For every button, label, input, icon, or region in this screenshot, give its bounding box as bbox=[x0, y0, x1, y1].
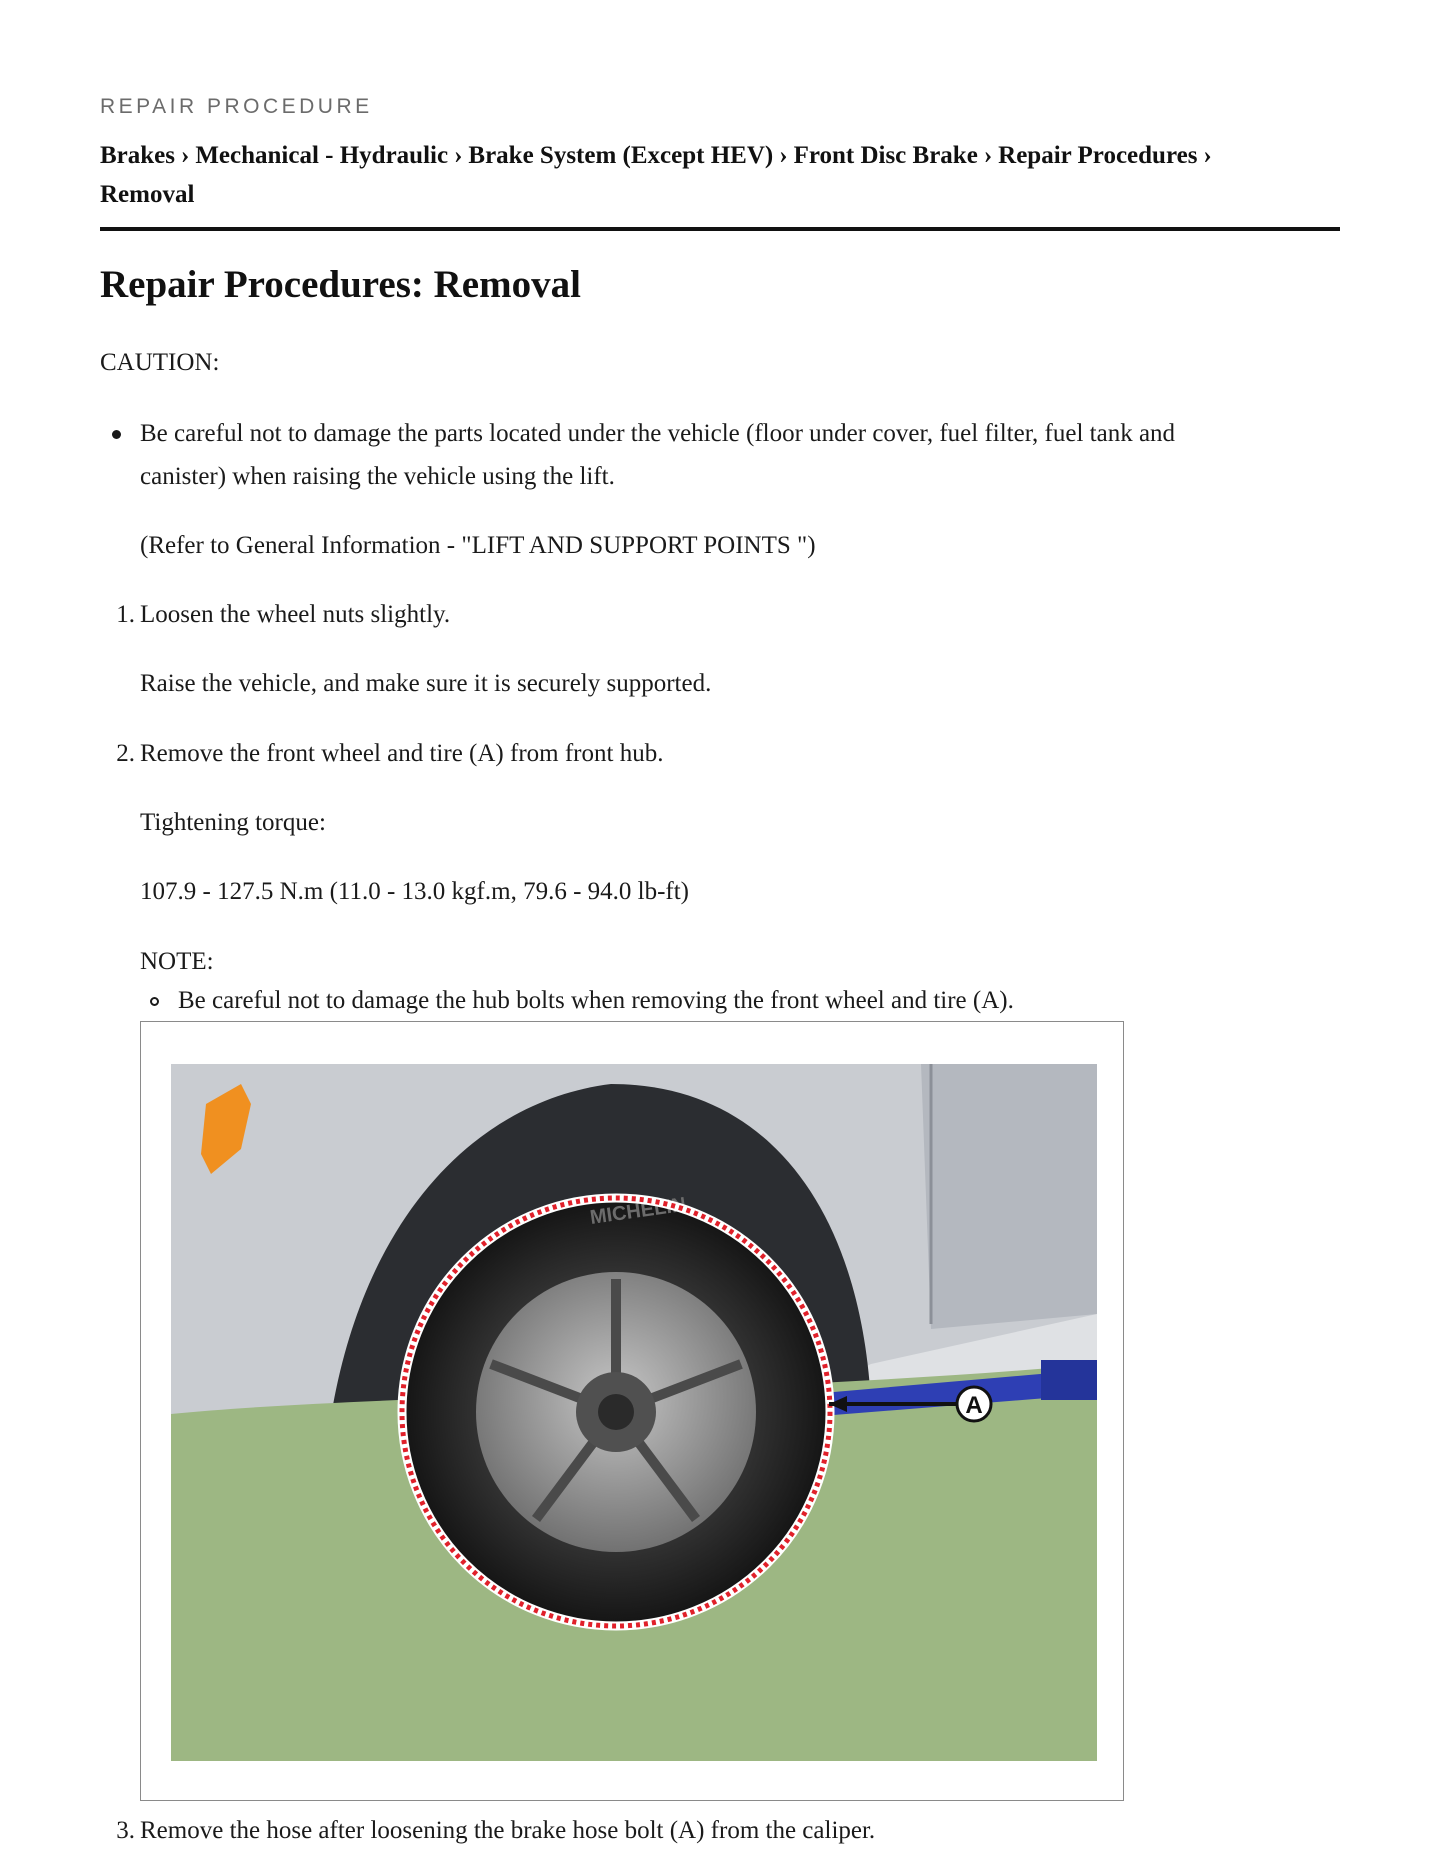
header-divider bbox=[100, 227, 1340, 231]
wheel-removal-illustration bbox=[171, 1064, 1097, 1761]
bullet-marker bbox=[112, 430, 121, 439]
breadcrumb-item-brake-system[interactable]: Brake System (Except HEV) bbox=[468, 142, 774, 169]
breadcrumb-item-removal: Removal bbox=[100, 181, 195, 208]
breadcrumb-item-front-disc-brake[interactable]: Front Disc Brake bbox=[793, 142, 978, 169]
figure-frame bbox=[140, 1021, 1124, 1801]
step-1-sub: Raise the vehicle, and make sure it is securely supported. bbox=[140, 670, 712, 697]
step-3-text: Remove the hose after loosening the brake hose bolt (A) from the caliper. bbox=[140, 1817, 876, 1844]
breadcrumb-separator: › bbox=[454, 142, 463, 169]
step-number-2: 2. bbox=[116, 740, 135, 767]
step-number-3: 3. bbox=[116, 1817, 135, 1844]
note-label: NOTE: bbox=[140, 948, 214, 975]
tire-brand-text: MICHELIN bbox=[588, 1193, 688, 1229]
section-kicker: REPAIR PROCEDURE bbox=[100, 95, 373, 118]
caution-bullet-line-2: canister) when raising the vehicle using the lift. bbox=[140, 463, 615, 490]
breadcrumb-item-repair-procedures[interactable]: Repair Procedures bbox=[998, 142, 1198, 169]
page-title: Repair Procedures: Removal bbox=[100, 263, 581, 306]
breadcrumb-separator: › bbox=[1203, 142, 1212, 169]
breadcrumb-separator: › bbox=[983, 142, 993, 169]
step-number-1: 1. bbox=[116, 601, 135, 628]
door-panel bbox=[921, 1064, 1097, 1329]
torque-value: 107.9 - 127.5 N.m (11.0 - 13.0 kgf.m, 79.6 - 94.0 lb-ft) bbox=[140, 878, 690, 905]
breadcrumb-item-brakes[interactable]: Brakes bbox=[100, 142, 175, 169]
note-item: Be careful not to damage the hub bolts when removing the front wheel and tire (A). bbox=[178, 987, 1014, 1014]
sub-bullet-marker bbox=[150, 997, 159, 1006]
breadcrumb-item-mechanical-hydraulic[interactable]: Mechanical - Hydraulic bbox=[195, 142, 449, 169]
step-2-text: Remove the front wheel and tire (A) from front hub. bbox=[140, 740, 664, 767]
center-cap bbox=[598, 1394, 634, 1430]
caution-bullet-line-1: Be careful not to damage the parts located under the vehicle (floor under cover, fuel filter, fuel tank and bbox=[140, 420, 1176, 447]
lift-arm-pad bbox=[1041, 1360, 1097, 1400]
caution-refer: (Refer to General Information - "LIFT AND SUPPORT POINTS ") bbox=[140, 532, 816, 559]
callout-label: A bbox=[965, 1392, 983, 1419]
breadcrumb bbox=[100, 136, 1340, 214]
torque-label: Tightening torque: bbox=[140, 809, 326, 836]
caution-label: CAUTION: bbox=[100, 349, 220, 376]
breadcrumb-separator: › bbox=[779, 142, 788, 169]
step-1-text: Loosen the wheel nuts slightly. bbox=[140, 601, 451, 628]
breadcrumb-separator: › bbox=[181, 142, 190, 169]
